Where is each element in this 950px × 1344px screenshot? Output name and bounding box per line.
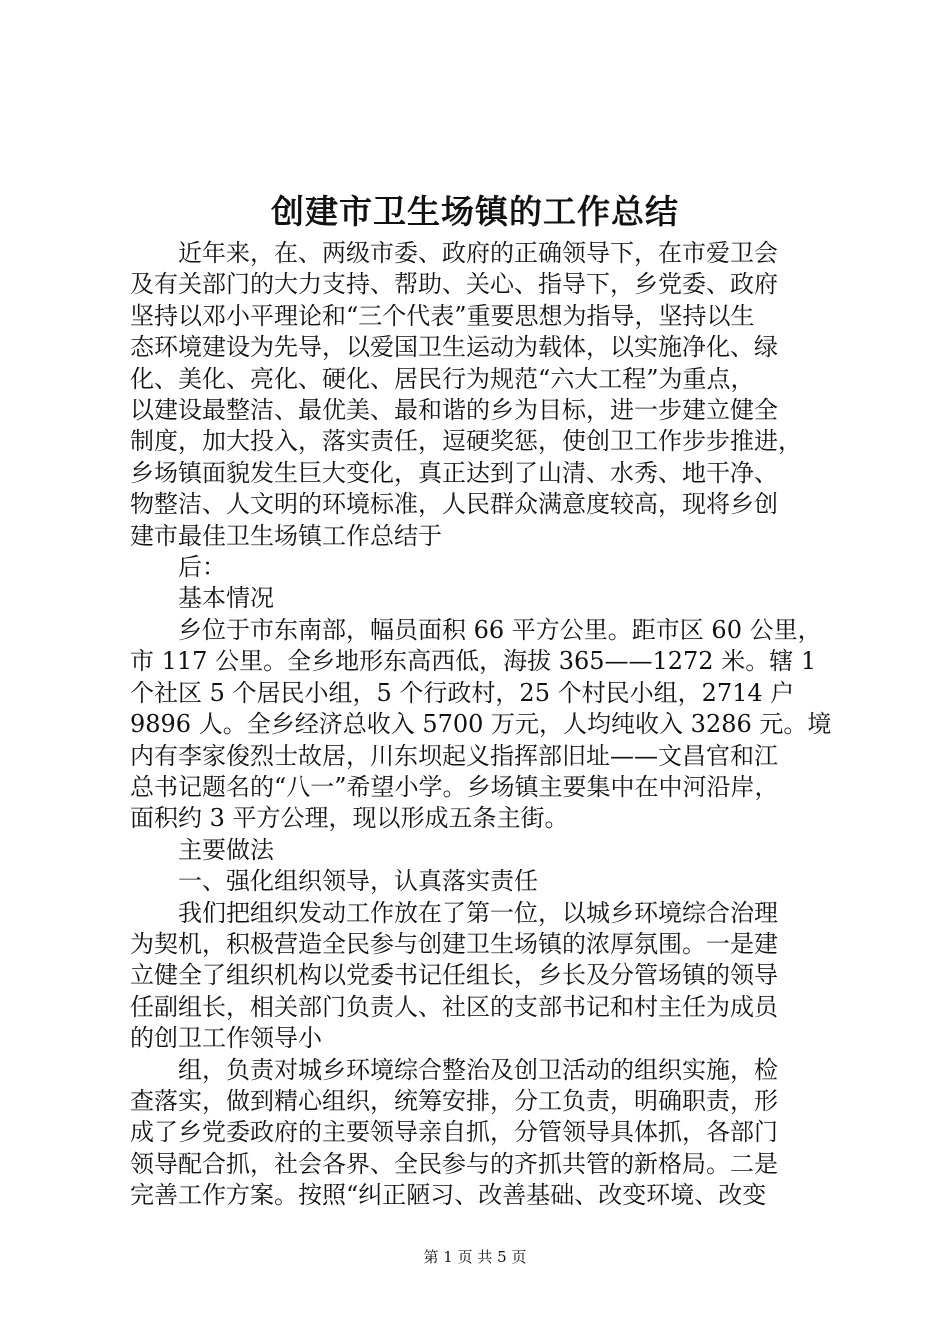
- body-line: 后：: [130, 553, 226, 582]
- body-line: 领导配合抓，社会各界、全民参与的齐抓共管的新格局。二是: [130, 1149, 778, 1178]
- body-line: 乡场镇面貌发生巨大变化，真正达到了山清、水秀、地干净、: [130, 458, 778, 487]
- page-footer: 第 1 页 共 5 页: [423, 1248, 527, 1266]
- body-line: 态环境建设为先导，以爱国卫生运动为载体，以实施净化、绿: [130, 333, 778, 362]
- body-line: 为契机，积极营造全民参与创建卫生场镇的浓厚氛围。一是建: [130, 929, 778, 958]
- body-line: 建市最佳卫生场镇工作总结于: [130, 521, 442, 550]
- body-line: 一、强化组织领导，认真落实责任: [130, 867, 538, 896]
- body-line: 9896 人。全乡经济总收入 5700 万元，人均纯收入 3286 元。境: [130, 710, 832, 739]
- body-line: 及有关部门的大力支持、帮助、关心、指导下，乡党委、政府: [130, 270, 778, 299]
- body-line: 近年来，在、两级市委、政府的正确领导下，在市爱卫会: [130, 239, 778, 267]
- body-line: 乡位于市东南部，幅员面积 66 平方公里。距市区 60 公里，: [130, 615, 822, 644]
- body-line: 个社区 5 个居民小组，5 个行政村，25 个村民小组，2714 户: [130, 678, 795, 707]
- body-line: 制度，加大投入，落实责任，逗硬奖惩，使创卫工作步步推进，: [130, 427, 802, 456]
- body-line: 坚持以邓小平理论和“三个代表”重要思想为指导，坚持以生: [130, 301, 755, 330]
- body-line: 的创卫工作领导小: [130, 1024, 322, 1053]
- body-line: 成了乡党委政府的主要领导亲自抓，分管领导具体抓，各部门: [130, 1118, 778, 1147]
- body-line: 总书记题名的“八一”希望小学。乡场镇主要集中在中河沿岸，: [130, 772, 779, 801]
- body-line: 市 117 公里。全乡地形东高西低，海拔 365——1272 米。辖 1: [130, 647, 817, 676]
- body-line: 查落实，做到精心组织，统筹安排，分工负责，明确职责，形: [130, 1086, 778, 1115]
- body-line: 内有李家俊烈士故居，川东坝起义指挥部旧址——文昌官和江: [130, 741, 778, 770]
- body-line: 组，负责对城乡环境综合整治及创卫活动的组织实施，检: [130, 1055, 778, 1084]
- body-line: 完善工作方案。按照“纠正陋习、改善基础、改变环境、改变: [130, 1181, 767, 1210]
- document-body: [130, 238, 842, 1212]
- body-line: 面积约 3 平方公理，现以形成五条主街。: [130, 804, 569, 833]
- body-line: 以建设最整洁、最优美、最和谐的乡为目标，进一步建立健全: [130, 396, 778, 425]
- body-line: 主要做法: [130, 835, 274, 864]
- body-line: 我们把组织发动工作放在了第一位，以城乡环境综合治理: [130, 898, 778, 927]
- body-line: 化、美化、亮化、硬化、居民行为规范“六大工程”为重点，: [130, 364, 755, 393]
- body-line: 物整洁、人文明的环境标准，人民群众满意度较高，现将乡创: [130, 490, 778, 519]
- body-line: 立健全了组织机构以党委书记任组长，乡长及分管场镇的领导: [130, 961, 778, 990]
- document-title: 创建市卫生场镇的工作总结: [271, 192, 679, 231]
- body-line: 任副组长，相关部门负责人、社区的支部书记和村主任为成员: [130, 992, 778, 1021]
- body-line: 基本情况: [130, 584, 274, 613]
